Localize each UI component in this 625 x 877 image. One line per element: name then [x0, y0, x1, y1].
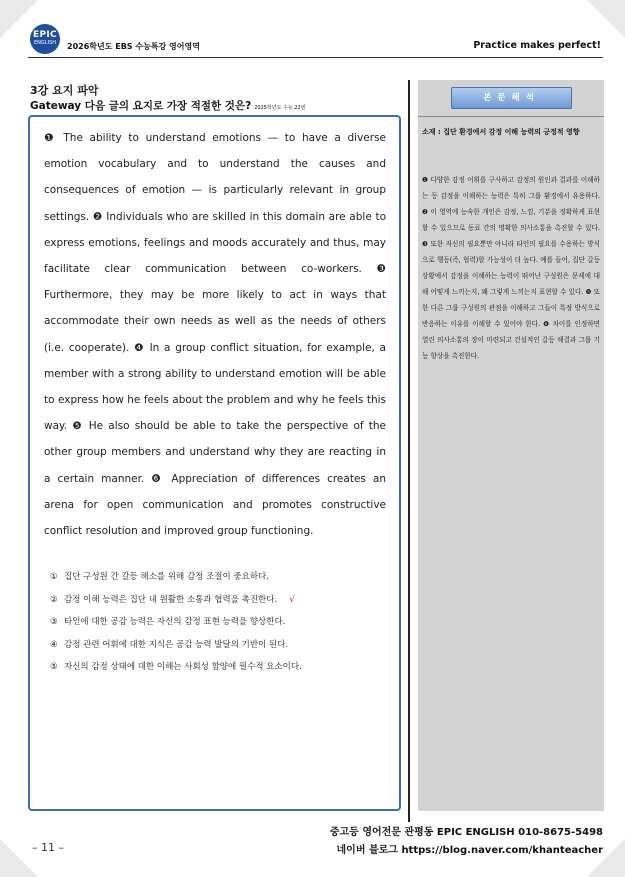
page-number: – 11 – — [32, 841, 64, 854]
subject-text: 소재 : 집단 환경에서 감정 이해 능력의 긍정적 영향 — [422, 128, 580, 136]
option-4[interactable] — [50, 638, 302, 661]
question-text: Gateway 다음 글의 요지로 가장 적절한 것은? — [30, 100, 252, 112]
panel-divider — [418, 116, 604, 117]
header-title: 2026학년도 EBS 수능특강 영어영역 — [67, 42, 200, 51]
answer-check-mark: √ — [289, 594, 295, 605]
option-text: 타인에 대한 공감 능력은 자신의 감정 표현 능력을 향상한다. — [64, 617, 286, 627]
footer-contact: 중고등 영어전문 관평동 EPIC ENGLISH 010-8675-5498 — [329, 827, 603, 838]
header-slogan: Practice makes perfect! — [473, 40, 601, 51]
logo-text-top: EPIC — [33, 30, 57, 40]
corner-decoration-top-right — [587, 0, 625, 38]
translation-text: ❶ 다양한 감정 어휘를 구사하고 감정의 원인과 결과를 이해하는 등 감정을 이해하는 능력은 특히 그룹 환경에서 유용하다. ❷ 이 영역에 능숙한 개인은 감정, 느낌, 기분을 정확하게 표현할 수 있으므로 동료 간의 명확한 의사소통을 촉진할 수 있다. ❸ 또한 자신의 필요뿐만 아니라 타인의 필요를 수용하는 방식으로 행동(즉, 협력)할 가능성이 더 높다. 예를 들어, 집단 갈등 상황에서 감정을 이해하는 능력이 뛰어난 구성원은 문제에 대해 어떻게 느끼는지, 왜 그렇게 느끼는지 표현할 수 있다. ❺ 또한 다른 그룹 구성원의 관점을 이해하고 그들이 특정 방식으로 반응하는 이유를 이해할 수 있어야 한다. ❻ 차이를 인정하면 열린 의사소통의 장이 마련되고 건설적인 갈등 해결과 그룹 기능 향상을 촉진한다. — [422, 176, 600, 360]
answer-options — [50, 570, 302, 683]
option-number: ④ — [50, 639, 58, 650]
option-1[interactable] — [50, 570, 302, 593]
option-text: 감정 관련 어휘에 대한 지식은 공감 능력 발달의 기반이 된다. — [64, 639, 289, 650]
question-prompt — [30, 98, 305, 113]
option-number: ③ — [50, 617, 58, 627]
section-title: 3강 요지 파악 — [30, 84, 99, 97]
option-text: 자신의 감정 상태에 대한 이해는 사회성 함양에 필수적 요소이다. — [64, 662, 302, 672]
footer-blog: 네이버 블로그 https://blog.naver.com/khanteacher — [336, 845, 603, 856]
epic-english-logo — [30, 24, 60, 54]
option-text: 집단 구성원 간 갈등 해소를 위해 감정 조절이 중요하다. — [64, 572, 269, 582]
option-number: ⑤ — [50, 662, 58, 672]
option-3[interactable] — [50, 615, 302, 638]
option-number: ② — [50, 594, 58, 605]
header-divider — [28, 57, 603, 58]
column-divider — [408, 80, 410, 822]
translation-panel-title: 본문해석 — [451, 87, 572, 109]
question-source: 2025학년도 수능 22번 — [254, 105, 306, 111]
option-number: ① — [50, 572, 58, 582]
option-text: 감정 이해 능력은 집단 내 원활한 소통과 협력을 촉진한다. — [64, 594, 278, 605]
logo-text-bottom: ENGLISH — [34, 40, 56, 46]
option-2[interactable] — [50, 593, 302, 616]
option-5[interactable] — [50, 660, 302, 683]
passage-text: ❶ The ability to understand emotions — to have a diverse emotion vocabulary and to understand the causes and consequences of emotion — is particularly relevant in group settings. ❷ Individuals who are skilled in this domain are able to express emotions, feelings and moods accurately and thus, may facilitate clear communication between co-workers. ❸ Furthermore, they may be more likely to act in ways that accommodate their own needs as well as the needs of others (i.e. cooperate). ❹ In a group conflict situation, for example, a member with a strong ability to understand emotion will be able to express how he feels about the problem and why he feels this way. ❺ He also should be able to take the perspective of the other group members and understand why they are reacting in a certain manner. ❻ Appreciation of differences creates an arena for open communication and promotes constructive conflict resolution and improved group functioning. — [44, 132, 386, 538]
